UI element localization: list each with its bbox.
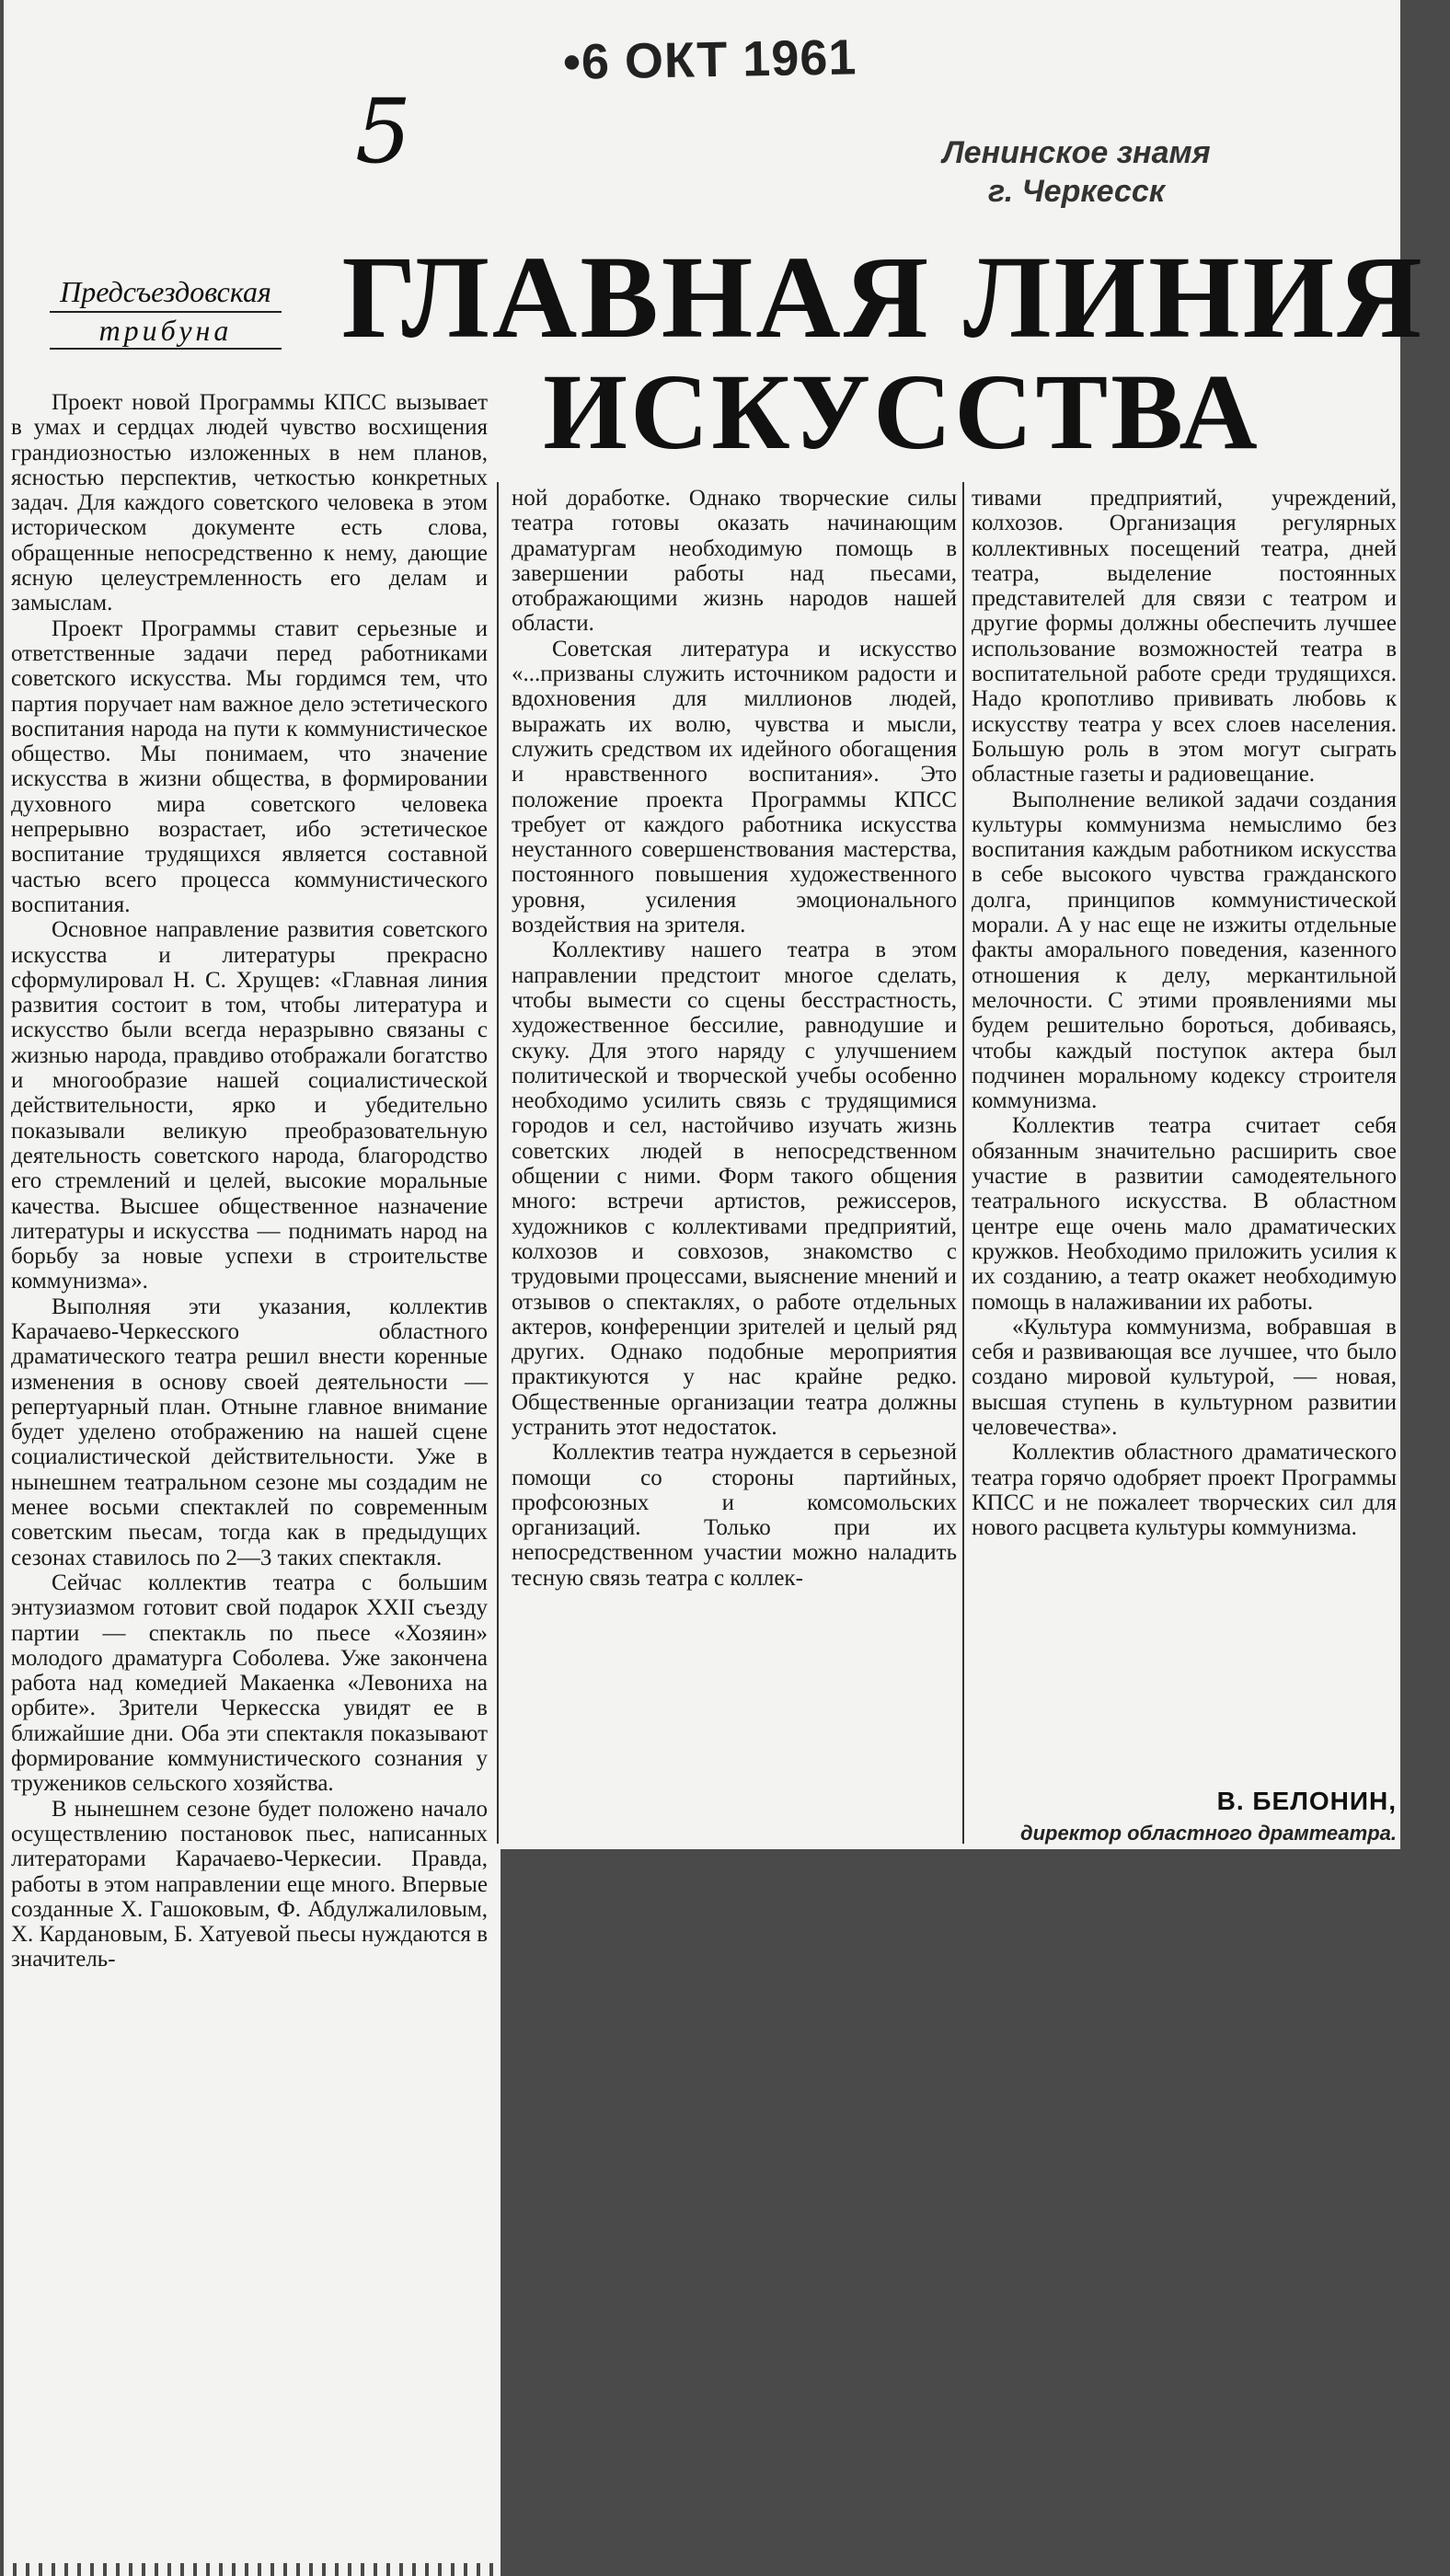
column-divider-1 — [497, 482, 499, 1844]
newspaper-name: Ленинское знамя — [942, 135, 1211, 170]
paragraph: Выполняя эти указания, коллектив Карачаево-Черкесского областного драматического театра решил внести коренные изменения в основу своей деятельности — репертуарный план. Отныне главное внимание будет уделено отображению на нашей сцене социалистической действительности. Уже в нынешнем театральном сезоне мы создадим не менее восьми спектаклей по современным советским пьесам, тогда как в предыдущих сезонах ставилось по 2—3 таких спектакля. — [11, 1294, 488, 1570]
paragraph: Коллектив областного драматического театра горячо одобряет проект Программы КПСС и не пожалеет творческих сил для нового расцвета культуры коммунизма. — [972, 1440, 1397, 1541]
paragraph: Проект Программы ставит серьезные и ответственные задачи перед работниками советского искусства. Мы гордимся тем, что партия поручает нам важное дело эстетического воспитания народа на пути к коммунистическое общество. Мы понимаем, что значение искусства в жизни общества, в формировании духовного мира советского человека непрерывно возрастает, ибо эстетическое воспитание трудящихся является составной частью всего процесса коммунистического воспитания. — [11, 615, 488, 917]
article-column-2 — [512, 486, 957, 1847]
headline-line1: ГЛАВНАЯ ЛИНИЯ — [341, 232, 1425, 362]
headline-line2: ИСКУССТВА — [543, 351, 1260, 472]
rubric — [50, 274, 282, 350]
paragraph: Коллектив театра нуждается в серьезной помощи со стороны партийных, профсоюзных и комсомольских организаций. Только при их непосредственном участии можно наладить тесную связь театра с коллек- — [512, 1440, 957, 1591]
date-stamp: •6 ОКТ 1961 — [562, 29, 857, 90]
paragraph: тивами предприятий, учреждений, колхозов. Организация регулярных коллективных посещений театра, дней театра, выделение постоянных представителей для связи с театром и другие формы должны обеспечить лучшее использование возможностей театра в воспитательной работе среди трудящихся. Надо кропотливо прививать любовь к искусству театра у всех слоев населения. Большую роль в этом могут сыграть областные газеты и радиовещание. — [972, 486, 1397, 788]
rubric-line2: трибуна — [50, 313, 282, 350]
paragraph: Советская литература и искусство «...призваны служить источником радости и вдохновения для миллионов людей, выражать их волю, чувства и мысли, служить средством их идейного обогащения и нравственного воспитания». Это положение проекта Программы КПСС требует от каждого работника искусства неустанного совершенствования мастерства, постоянного повышения художественного уровня, усиления эмоционального воздействия на зрителя. — [512, 636, 957, 938]
handwritten-page-number: 5 — [355, 80, 412, 183]
torn-edge — [4, 2563, 501, 2576]
paragraph: В нынешнем сезоне будет положено начало осуществлению постановок пьес, написанных литераторами Карачаево-Черкесии. Правда, работы в этом направлении еще много. Впервые созданные Х. Гашоковым, Ф. Абдулжалиловым, Х. Кардановым, Б. Хатуевой пьесы нуждаются в значитель- — [11, 1796, 488, 1972]
newspaper-city: г. Черкесск — [988, 174, 1165, 209]
paragraph: «Культура коммунизма, вобравшая в себя и развивающая все лучшее, что было создано мировой культурой, — новая, высшая ступень в культурном развитии человечества». — [972, 1314, 1397, 1440]
rubric-line1: Предсъездовская — [50, 274, 282, 313]
article-column-1 — [11, 390, 488, 2552]
paragraph: Основное направление развития советского искусства и литературы прекрасно сформулировал Н. С. Хрущев: «Главная линия развития состоит в том, чтобы литература и искусство были всегда неразрывно связаны с жизнью народа, правдиво отображали богатство и многообразие нашей социалистической действительности, ярко и убедительно показывали великую преобразовательную деятельность советского народа, благородство его стремлений и целей, высокие моральные качества. Высшее общественное назначение литературы и искусства — поднимать народ на борьбу за новые успехи в строительстве коммунизма». — [11, 917, 488, 1294]
author-title: директор областного драмтеатра. — [1020, 1822, 1397, 1845]
article-column-3 — [972, 486, 1397, 1847]
article-headline — [331, 232, 1435, 472]
paragraph: Выполнение великой задачи создания культуры коммунизма немыслимо без воспитания каждым работником искусства в себе высокого чувства гражданского долга, принципов коммунистической морали. А у нас еще не изжиты отдельные факты аморального поведения, казенного отношения к делу, меркантильной мелочности. С этими проявлениями мы будем решительно бороться, добиваясь, чтобы каждый поступок актера был подчинен моральному кодексу строителя коммунизма. — [972, 787, 1397, 1114]
paragraph: Сейчас коллектив театра с большим энтузиазмом готовит свой подарок XXII съезду партии — спектакль по пьесе «Хозяин» молодого драматурга Соболева. Уже закончена работа над комедией Макаенка «Левониха на орбите». Зрители Черкесска увидят ее в ближайшие дни. Оба эти спектакля показывают формирование коммунистического сознания у тружеников сельского хозяйства. — [11, 1570, 488, 1797]
column-divider-2 — [962, 482, 964, 1844]
paragraph: Коллективу нашего театра в этом направлении предстоит многое сделать, чтобы вымести со сцены бесстрастность, художественное бессилие, равнодушие и скуку. Для этого наряду с улучшением политической и творческой учебы особенно необходимо усилить связь с трудящимися городов и сел, настойчиво изучать жизнь советских людей в непосредственном общении с ними. Форм такого общения много: встречи артистов, режиссеров, художников с коллективами предприятий, колхозов и совхозов, знакомство с трудовыми процессами, выяснение мнений и отзывов о спектаклях, о работе отдельных актеров, конференции зрителей и целый ряд других. Однако подобные мероприятия практикуются у нас крайне редко. Общественные организации театра должны устранить этот недостаток. — [512, 937, 957, 1440]
paragraph: ной доработке. Однако творческие силы театра готовы оказать начинающим драматургам необходимую помощь в завершении работы над пьесами, отображающими жизнь народов нашей области. — [512, 486, 957, 637]
author-signature — [972, 1787, 1397, 1846]
paragraph: Коллектив театра считает себя обязанным значительно расширить свое участие в развитии самодеятельного театрального искусства. В областном центре еще очень мало драматических кружков. Необходимо приложить усилия к их созданию, а театр окажет необходимую помощь в налаживании их работы. — [972, 1113, 1397, 1315]
newspaper-source — [883, 133, 1270, 211]
paragraph: Проект новой Программы КПСС вызывает в умах и сердцах людей чувство восхищения грандиозностью изложенных в нем планов, ясностью перспектив, четкостью конкретных задач. Для каждого советского человека в этом историческом документе есть слова, обращенные непосредственно к нему, дающие ясную целеустремленность его делам и замыслам. — [11, 390, 488, 616]
author-name: В. БЕЛОНИН, — [1216, 1787, 1397, 1815]
